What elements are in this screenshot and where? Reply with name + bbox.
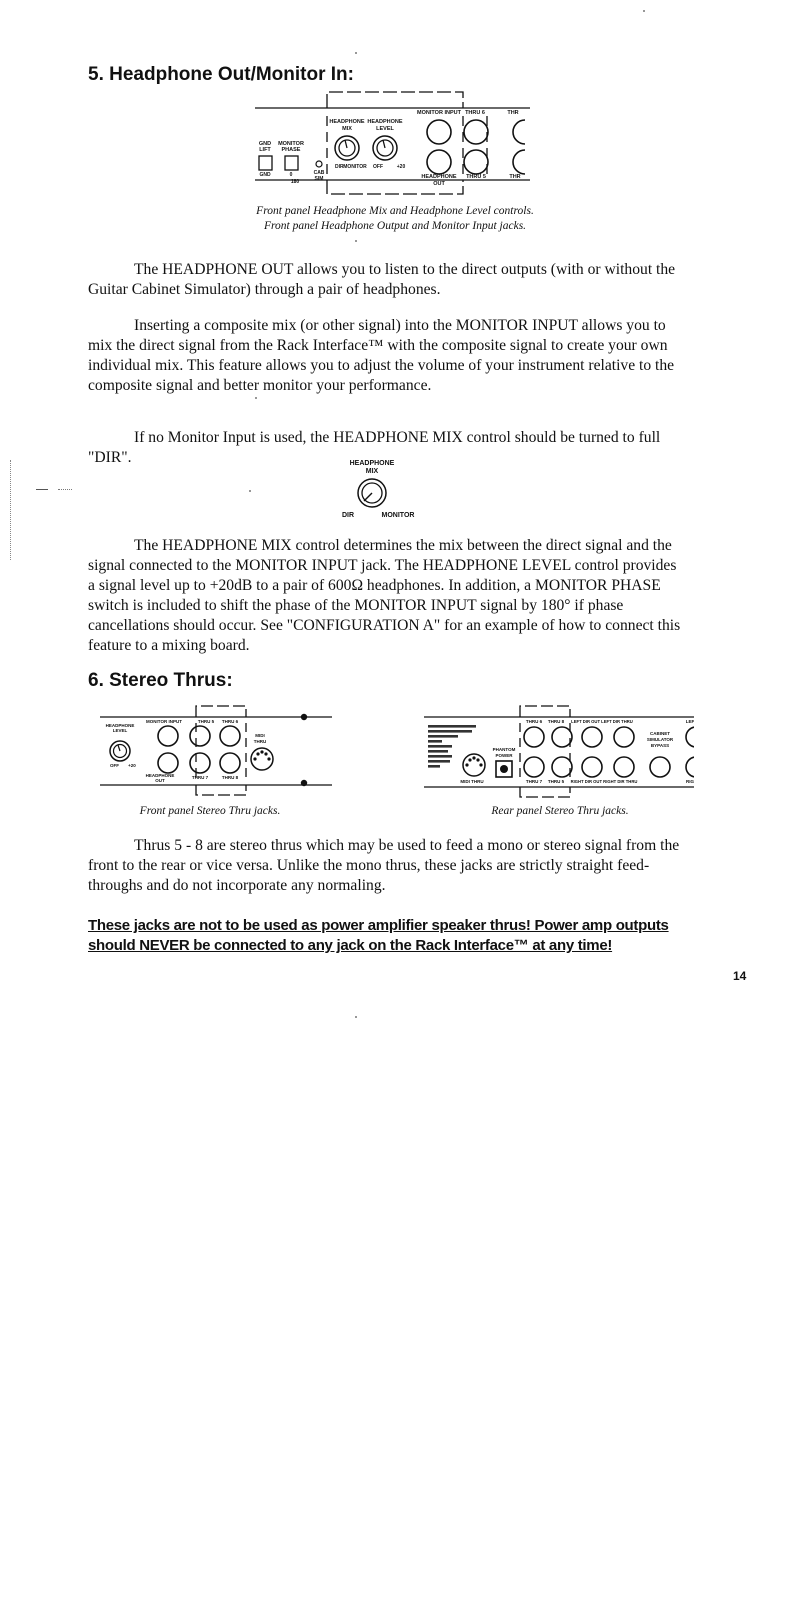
svg-text:MIX: MIX [365, 468, 379, 475]
section-6-heading: 6. Stereo Thrus: [88, 670, 233, 691]
svg-text:OFF: OFF [373, 164, 383, 170]
svg-text:DIR: DIR [342, 512, 355, 519]
rear-right-dir-out-jack[interactable] [582, 757, 602, 777]
svg-text:LEFT DIR OUT LEFT DIR THRU: LEFT DIR OUT LEFT DIR THRU [571, 719, 633, 724]
headphone-out-jack[interactable] [427, 150, 451, 174]
gnd-lift-switch[interactable] [259, 156, 272, 170]
rear-figure-caption: Rear panel Stereo Thru jacks. [491, 805, 629, 817]
svg-text:MIDI: MIDI [255, 733, 265, 738]
svg-text:0: 0 [289, 172, 293, 178]
rear-right-dir-thru-jack[interactable] [614, 757, 634, 777]
svg-text:OFF: OFF [110, 763, 119, 768]
headphone-level-label: HEADPHONE [367, 119, 403, 125]
svg-text:HEADPHONE: HEADPHONE [349, 460, 395, 467]
headphone-out-label: HEADPHONE [421, 174, 457, 180]
front-headphone-out-jack[interactable] [158, 753, 178, 773]
svg-text:THRU 7: THRU 7 [191, 775, 209, 780]
headphone-mix-knob-diagram [330, 455, 430, 520]
svg-text:PHANTOM: PHANTOM [492, 747, 516, 752]
svg-text:OUT: OUT [155, 778, 165, 783]
svg-text:DIR: DIR [335, 164, 344, 170]
svg-text:HEADPHONE: HEADPHONE [145, 773, 175, 778]
gnd-lift-label: GND [258, 141, 272, 147]
svg-text:THRU 6: THRU 6 [525, 719, 543, 724]
front-thru7-jack[interactable] [190, 753, 210, 773]
front-monitor-input-label: MONITOR INPUT [146, 719, 182, 724]
svg-text:MIX: MIX [342, 126, 352, 132]
rear-left-dir-thru-jack[interactable] [614, 727, 634, 747]
figure1-caption-line1: Front panel Headphone Mix and Headphone Level controls. [256, 205, 534, 217]
paragraph-stereo-thrus: Thrus 5 - 8 are stereo thrus which may be used to feed a mono or stereo signal from the front to the rear or vice versa. Unlike the mono thrus, these jacks are strictly straight feed-throughs and do not incorporate any normaling. [88, 837, 680, 894]
svg-text:RIGHT DIR OUT RIGHT DIR THRU: RIGHT DIR OUT RIGHT DIR THRU [570, 779, 638, 784]
svg-text:MIDI THRU: MIDI THRU [460, 779, 484, 784]
svg-text:THRU 7: THRU 7 [525, 779, 543, 784]
rear-stereo-thru-diagram [424, 703, 694, 798]
svg-text:THRU: THRU [253, 739, 267, 744]
svg-text:GND: GND [259, 172, 271, 178]
cab-sim-led [316, 161, 322, 167]
svg-text:POWER: POWER [495, 753, 513, 758]
svg-text:CAB: CAB [313, 170, 325, 176]
svg-text:THRU 6: THRU 6 [221, 719, 239, 724]
svg-text:LEVEL: LEVEL [376, 126, 394, 132]
front-monitor-input-jack[interactable] [158, 726, 178, 746]
thru6-jack[interactable] [464, 120, 488, 144]
svg-text:SIM: SIM [314, 176, 324, 182]
svg-text:PHASE: PHASE [281, 147, 301, 153]
monitor-phase-label: MONITOR [278, 141, 304, 147]
svg-text:LIFT: LIFT [259, 147, 271, 153]
page-number: 14 [733, 969, 747, 983]
rear-thru6-jack[interactable] [524, 727, 544, 747]
rear-thru8-jack[interactable] [552, 727, 572, 747]
front-rack-screw-top [301, 714, 307, 720]
warning-text: These jacks are not to be used as power amplifier speaker thrus! Power amp outputs should NEVER be connected to any jack on the Rack Interface™ at any time! [88, 917, 669, 954]
paragraph-headphone-mix: The HEADPHONE MIX control determines the mix between the direct signal and the signal connected to the MONITOR INPUT jack. The HEADPHONE LEVEL control provides a signal level up to +20dB to a pair of 600Ω headphones. In addition, a MONITOR PHASE switch is included to shift the phase of the MONITOR INPUT signal by 180° if phase cancellations should occur. See "CONFIGURATION A" for an example of how to connect this feature to a mixing board. [88, 537, 681, 654]
svg-text:THRU 8: THRU 8 [221, 775, 239, 780]
section-5-heading: 5. Headphone Out/Monitor In: [88, 64, 354, 85]
svg-text:THR: THR [507, 110, 519, 116]
front-rack-screw-bottom [301, 780, 307, 786]
svg-text:180: 180 [290, 179, 300, 185]
paragraph-monitor-input: Inserting a composite mix (or other signal) into the MONITOR INPUT allows you to mix the direct signal from the Rack Interface™ with the composite signal to create your own individual mix. This feature allows you to adjust the volume of your instrument relative to the composite signal and better monitor your performance. [88, 317, 675, 394]
svg-text:MONITOR: MONITOR [343, 164, 367, 170]
svg-text:THR: THR [509, 174, 521, 180]
thru5-jack[interactable] [464, 150, 488, 174]
svg-text:HEADPHONE: HEADPHONE [105, 723, 135, 728]
svg-text:THRU 5: THRU 5 [197, 719, 215, 724]
svg-text:LEVEL: LEVEL [112, 728, 128, 733]
rear-thru7-jack[interactable] [524, 757, 544, 777]
svg-text:LEF: LEF [685, 719, 694, 724]
paragraph-no-monitor: If no Monitor Input is used, the HEADPHONE MIX control should be turned to full "DIR". [88, 429, 661, 466]
svg-text:BYPASS: BYPASS [650, 743, 670, 748]
svg-text:MONITOR: MONITOR [381, 512, 415, 519]
svg-text:THRU 5: THRU 5 [547, 779, 565, 784]
front-thru8-jack[interactable] [220, 753, 240, 773]
headphone-mix-label: HEADPHONE [329, 119, 365, 125]
svg-text:RIG: RIG [685, 779, 694, 784]
paragraph-headphone-out: The HEADPHONE OUT allows you to listen to the direct outputs (with or without the Guitar Cabinet Simulator) through a pair of headphones. [88, 261, 676, 298]
front-thru6-jack[interactable] [220, 726, 240, 746]
headphone-panel-diagram [255, 88, 530, 196]
rear-thru5-jack[interactable] [552, 757, 572, 777]
rear-extra-jack[interactable] [650, 757, 670, 777]
svg-text:+20: +20 [128, 763, 136, 768]
front-figure-caption: Front panel Stereo Thru jacks. [139, 805, 281, 817]
rear-left-dir-out-jack[interactable] [582, 727, 602, 747]
monitor-phase-switch[interactable] [285, 156, 298, 170]
figure1-caption-line2: Front panel Headphone Output and Monitor Input jacks. [263, 220, 527, 232]
svg-text:SIMULATOR: SIMULATOR [646, 737, 674, 742]
svg-text:+20: +20 [396, 164, 406, 170]
svg-text:OUT: OUT [433, 181, 445, 187]
svg-text:CABINET: CABINET [650, 731, 670, 736]
front-thru5-jack[interactable] [190, 726, 210, 746]
front-stereo-thru-diagram [100, 703, 332, 798]
svg-text:THRU 8: THRU 8 [547, 719, 565, 724]
thru6-label: THRU 6 [465, 110, 485, 116]
thru5-label: THRU 5 [466, 174, 486, 180]
monitor-input-label: MONITOR INPUT [417, 110, 461, 116]
monitor-input-jack[interactable] [427, 120, 451, 144]
